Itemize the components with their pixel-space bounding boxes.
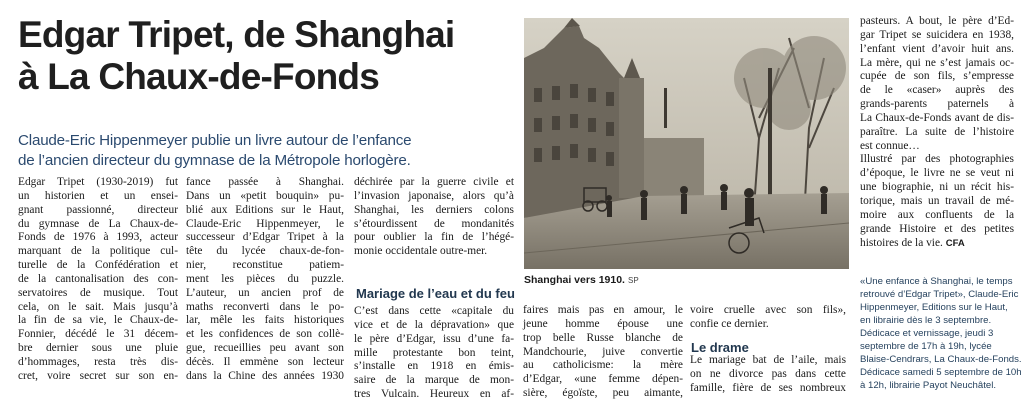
info-line: Blaise-Cendrars, La Chaux-de-Fonds. <box>860 354 1022 365</box>
text-line: le père d’Edgar, issu d’une fa- <box>354 332 514 345</box>
text-line: ment les pièces du puzzle. <box>186 272 344 285</box>
text-line: grands-parents paternels à <box>860 98 1014 111</box>
text-line: successeur d’Edgar Tripet à la <box>186 231 344 244</box>
text-line: déchirée par la guerre civile et <box>354 176 514 188</box>
text-line: tête du lycée chaux-de-fon- <box>186 245 344 258</box>
text-line: mille protestante bon teint, <box>354 346 514 359</box>
info-line: à 12h, librairie Payot Neuchâtel. <box>860 380 996 391</box>
text-line: on ne divorce pas dans cette <box>690 367 846 380</box>
text-line: la fin de sa vie, le Chaux-de- <box>18 314 178 327</box>
text-line: s’étourdissent de mondanités <box>354 217 514 230</box>
text-line: tres Vulcain. Heureux en af- <box>354 388 514 401</box>
text-line: gue, recueillies peu avant son <box>186 342 344 355</box>
text-line: Illustré par des photographies <box>860 153 1014 166</box>
text-line: cret, voire secret sur son en- <box>18 369 178 382</box>
headline-line-1: Edgar Tripet, de Shanghai <box>18 14 455 55</box>
headline-line-2: à La Chaux-de-Fonds <box>18 56 379 97</box>
text-line: La Chaux-de-Fonds avant de dis- <box>860 111 1014 124</box>
text-line: La mère, qui ne s’est jamais oc- <box>860 56 1014 69</box>
text-line: confie ce dernier. <box>690 317 769 330</box>
text-line: Edgar Tripet (1930-2019) fut <box>18 176 178 188</box>
text-line: décès. Il emmène son lecteur <box>186 355 344 368</box>
text-line: histoires de la vie. <box>860 236 943 249</box>
text-line-with-signature <box>860 237 1014 251</box>
text-line: L’auteur, un ancien prof de <box>186 286 344 299</box>
text-line: Fonds de 1976 à 1993, acteur <box>18 231 178 244</box>
text-line: paraître. La suite de l’histoire <box>860 125 1014 138</box>
body-column-3 <box>354 176 514 259</box>
text-line: fance passée à Shanghai. <box>186 176 344 188</box>
text-line: d’époque, le livre ne se veut ni <box>860 167 1014 180</box>
lead-line-1: Claude-Eric Hippenmeyer publie un livre autour de l’enfance <box>18 132 412 149</box>
text-line: d’hommages, resta très dis- <box>18 355 178 368</box>
text-line: famille, fière de ses nombreux <box>690 381 846 394</box>
author-signature: CFA <box>945 237 965 249</box>
text-line: Mandchourie, juive convertie <box>523 345 683 358</box>
text-line: l’invasion japonaise, alors qu’à <box>354 189 514 202</box>
lead-line-2: de l’ancien directeur du gymnase de la Métropole horlogère. <box>18 152 411 169</box>
photo-caption <box>524 274 854 286</box>
text-line: marquant de la politique cul- <box>18 245 178 258</box>
text-line: vice et de la dépravation» que <box>354 318 514 331</box>
text-line: l’enfant vient d’avoir huit ans. <box>860 42 1014 55</box>
info-line: retrouvé d’Edgar Tripet», Claude-Eric <box>860 289 1019 300</box>
text-line: lar, mêle les faits historiques <box>186 314 344 327</box>
text-line: Claude-Eric Hippenmeyer, le <box>186 217 344 230</box>
text-line: du gymnase de La Chaux-de- <box>18 217 178 230</box>
photo-credit: SP <box>627 276 639 285</box>
book-info-box <box>860 275 1022 392</box>
text-line: Dans un «petit bouquin» pu- <box>186 189 344 202</box>
text-line: de la cantonalisation des con- <box>18 272 178 285</box>
body-column-2 <box>186 176 344 384</box>
info-line: «Une enfance à Shanghai, le temps <box>860 276 1013 287</box>
info-line: septembre de 17h à 19h, lycée <box>860 341 992 352</box>
text-line: servatoires de musique. Tout <box>18 286 178 299</box>
street-photo-illustration <box>524 18 849 269</box>
historic-photo-shanghai <box>524 18 849 269</box>
article-lead <box>18 131 498 171</box>
text-line: C’est dans cette «capitale du <box>354 305 514 317</box>
text-line: cupée de son fils, s’empresse <box>860 70 1014 83</box>
text-line: Le mariage bat de l’aile, mais <box>690 354 846 366</box>
text-line: faires mais pas en amour, le <box>523 304 683 316</box>
info-line: Hippenmeyer, Editions sur le Haut, <box>860 302 1008 313</box>
text-line: de le «caser» auprès des <box>860 84 1014 97</box>
text-line: Shanghai, les derniers colons <box>354 203 514 216</box>
text-line: dans la Chine des années 1930 <box>186 369 344 382</box>
text-line: turelle de la Confédération et <box>18 259 178 272</box>
text-line: monie occidentale outre-mer. <box>354 245 488 258</box>
text-line: saire de la marque de mon- <box>354 374 514 387</box>
info-line: Dédicace samedi 5 septembre de 10h <box>860 367 1022 378</box>
text-line: un historien et un ensei- <box>18 189 178 202</box>
text-line: bre dernier sous une pluie <box>18 342 178 355</box>
text-line: s’installe en 1918 en émis- <box>354 360 514 373</box>
body-column-5 <box>690 304 846 332</box>
body-column-6 <box>860 15 1014 250</box>
body-column-3-continued <box>354 305 514 402</box>
info-line: en librairie dès le 3 septembre. <box>860 315 992 326</box>
text-line: grande Histoire et des petites <box>860 222 1014 235</box>
text-line: et les confidences de son collè- <box>186 328 344 341</box>
text-line: pour oublier la fin de l’hégé- <box>354 231 514 244</box>
text-line: blié aux Editions sur le Haut, <box>186 203 344 216</box>
text-line: moire aux confluents de la <box>860 208 1014 221</box>
body-column-4 <box>523 304 683 401</box>
text-line: au catholicisme: la mère <box>523 359 683 372</box>
info-line: Dédicace et vernissage, jeudi 3 <box>860 328 994 339</box>
text-line: nier, reconstitue patiem- <box>186 259 344 272</box>
text-line: une biographie, ni un récit his- <box>860 181 1014 194</box>
body-column-5-continued <box>690 354 846 396</box>
text-line: trop belle Russe blanche de <box>523 331 683 344</box>
text-line: sière, égoïste, peu aimante, <box>523 387 683 400</box>
text-line: cela, on le sait. Mais jusqu’à <box>18 300 178 313</box>
text-line: pasteurs. A bout, le père d’Ed- <box>860 15 1014 27</box>
text-line: maths reconverti dans le po- <box>186 300 344 313</box>
text-line: Fonnier, décédé le 31 décem- <box>18 328 178 341</box>
subheading-mariage: Mariage de l’eau et du feu <box>356 286 515 301</box>
text-line: est connue… <box>860 139 920 152</box>
caption-text: Shanghai vers 1910. <box>524 274 625 286</box>
text-line: d’Edgar, «une femme dépen- <box>523 373 683 386</box>
text-line: voire cruelle avec son fils», <box>690 304 846 316</box>
body-column-1 <box>18 176 178 384</box>
text-line: jeune homme épouse une <box>523 317 683 330</box>
text-line: gar Tripet se suicidera en 1938, <box>860 28 1014 41</box>
subheading-le-drame: Le drame <box>691 340 749 355</box>
text-line: torique, mais un travail de mé- <box>860 194 1014 207</box>
article-headline <box>18 14 518 98</box>
text-line: gnant passionné, directeur <box>18 203 178 216</box>
